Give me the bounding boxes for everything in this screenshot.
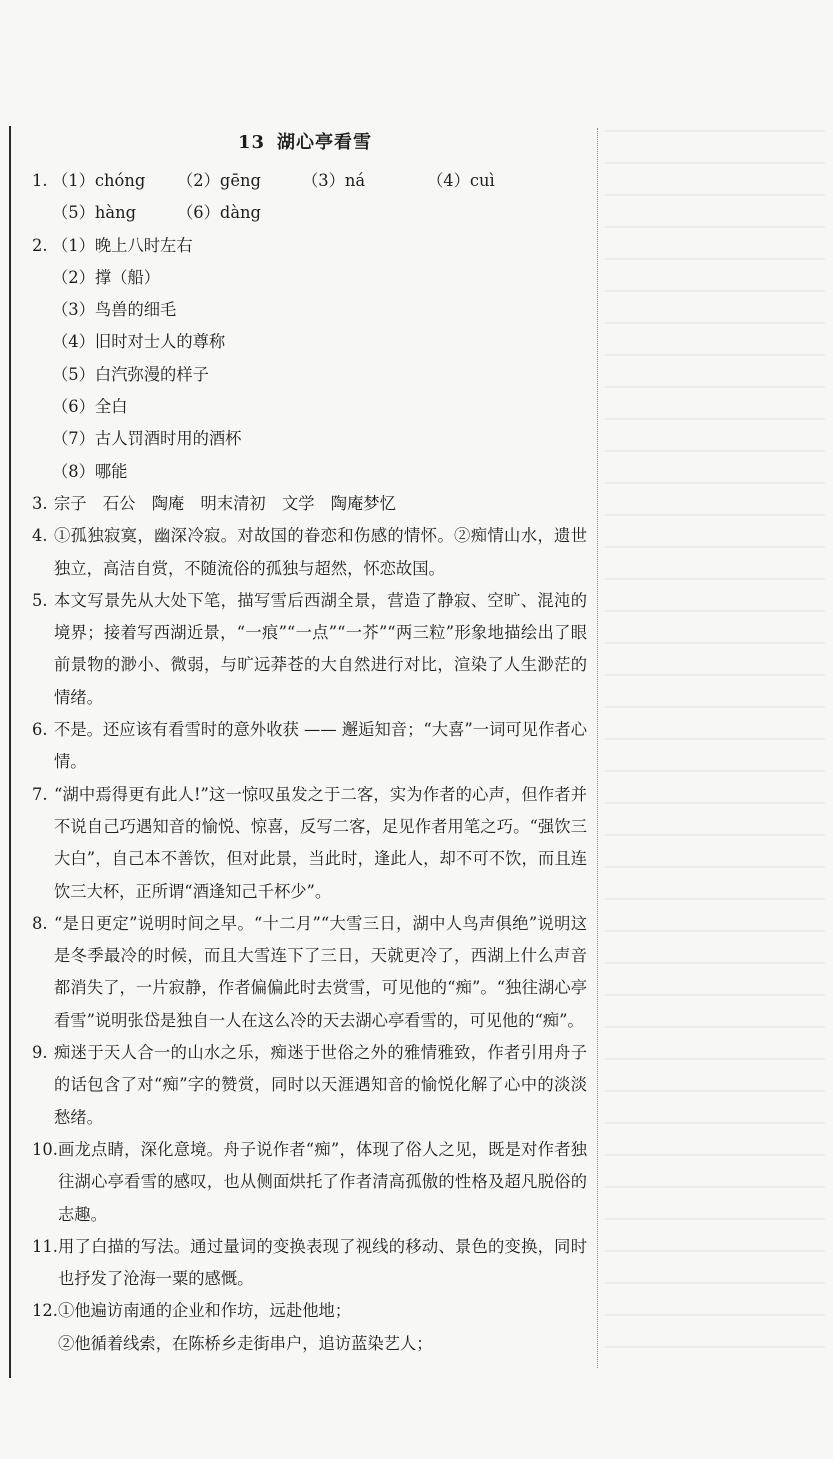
pinyin-answer: （6）dàng [177,203,261,223]
answer-text: 不是。还应该有看雪时的意外收获 —— 邂逅知音；“大喜”一词可见作者心情。 [54,720,587,772]
item-number: 1. [32,171,48,190]
definition: （2）撑（船） [52,267,161,287]
answer-item-2 [32,230,587,488]
item-number: 11. [32,1236,58,1256]
definition: （6）全白 [52,397,128,417]
answer-item-6 [32,714,587,779]
answer-text: “是日更定”说明时间之早。“十二月”“大雪三日，湖中人鸟声俱绝”说明这是冬季最冷的时候，而且大雪连下了三日，天就更冷了，西湖上什么声音都消失了，一片寂静，作者偏偏此时去赏雪，可见他的“痴”。“独往湖心亭看雪”说明张岱是独自一人在这么冷的天去湖心亭看雪的，可见他的“痴”。 [54,913,587,1030]
item-number: 5. [32,590,48,610]
pinyin-row [52,197,587,229]
answer-item-4 [32,520,587,585]
item-number: 8. [32,913,48,933]
answer-item-12 [32,1295,587,1360]
answer-text: 本文写景先从大处下笔，描写雪后西湖全景，营造了静寂、空旷、混沌的境界；接着写西湖近景，“一痕”“一点”“一芥”“两三粒”形象地描绘出了眼前景物的渺小、微弱，与旷远莽苍的大自然进行对比，渲染了人生渺茫的情绪。 [54,590,587,707]
definition: （3）鸟兽的细毛 [52,300,177,320]
item-number: 4. [32,526,48,546]
definition: （1）晚上八时左右 [52,235,193,255]
answer-line: ②他循着线索，在陈桥乡走街串户，追访蓝染艺人； [58,1333,433,1353]
answer-text: 用了白描的写法。通过量词的变换表现了视线的移动、景色的变换，同时也抒发了沧海一粟的感慨。 [58,1236,587,1289]
pinyin-answer: （5）hàng [52,203,137,223]
answer-item-8 [32,908,587,1037]
left-margin-rule [9,126,11,1378]
answer-item-10 [32,1134,587,1231]
item-number: 10. [32,1139,58,1159]
answer-item-9 [32,1037,587,1134]
answer-line: ①他遍访南通的企业和作坊，远赴他地； [58,1301,352,1321]
answer-item-5 [32,585,587,714]
definition: （5）白汽弥漫的样子 [52,364,209,384]
pinyin-answer: （1）chóng [52,171,146,190]
answer-text: 痴迷于天人合一的山水之乐，痴迷于世俗之外的雅情雅致，作者引用舟子的话包含了对“痴”字的赞赏，同时以天涯遇知音的愉悦化解了心中的淡淡愁绪。 [54,1043,587,1127]
answer-text: 画龙点睛，深化意境。舟子说作者“痴”，体现了俗人之见，既是对作者独往湖心亭看雪的感叹，也从侧面烘托了作者清高孤傲的性格及超凡脱俗的志趣。 [58,1139,587,1224]
pinyin-answer: （4）cuì [427,171,495,190]
definition: （7）古人罚酒时用的酒杯 [52,429,242,449]
answer-item-1 [32,165,587,230]
lesson-title: 湖心亭看雪 [277,132,373,153]
item-number: 3. [32,493,48,513]
item-number: 7. [32,784,48,804]
answer-item-11 [32,1231,587,1296]
answer-text: “湖中焉得更有此人!”这一惊叹虽发之于二客，实为作者的心声，但作者并不说自己巧遇知音的愉悦、惊喜，反写二客，足见作者用笔之巧。“强饮三大白”，自己本不善饮，但对此景，当此时，逢此人，却不可不饮，而且连饮三大杯，正所谓“酒逢知己千杯少”。 [54,784,587,901]
right-dotted-divider [597,128,598,1368]
lesson-number: 13 [237,132,266,153]
item-number: 12. [32,1301,58,1321]
item-number: 2. [32,235,48,255]
pinyin-answer: （2）gēng [177,171,261,190]
bleed-through-texture [605,130,825,1360]
answer-list [32,165,587,1360]
answer-text: 宗子 石公 陶庵 明末清初 文学 陶庵梦忆 [54,493,396,513]
pinyin-row [52,165,587,197]
pinyin-answer: （3）ná [302,171,366,190]
item-number: 6. [32,720,48,740]
item-number: 9. [32,1043,48,1063]
page-title [0,128,610,154]
definition: （8）哪能 [52,461,128,481]
definition: （4）旧时对士人的尊称 [52,332,226,352]
answer-text: ①孤独寂寞，幽深冷寂。对故国的眷恋和伤感的情怀。②痴情山水，遗世独立，高洁自赏，不随流俗的孤独与超然，怀恋故国。 [54,526,587,578]
answer-item-7 [32,779,587,908]
answer-item-3 [32,488,587,520]
